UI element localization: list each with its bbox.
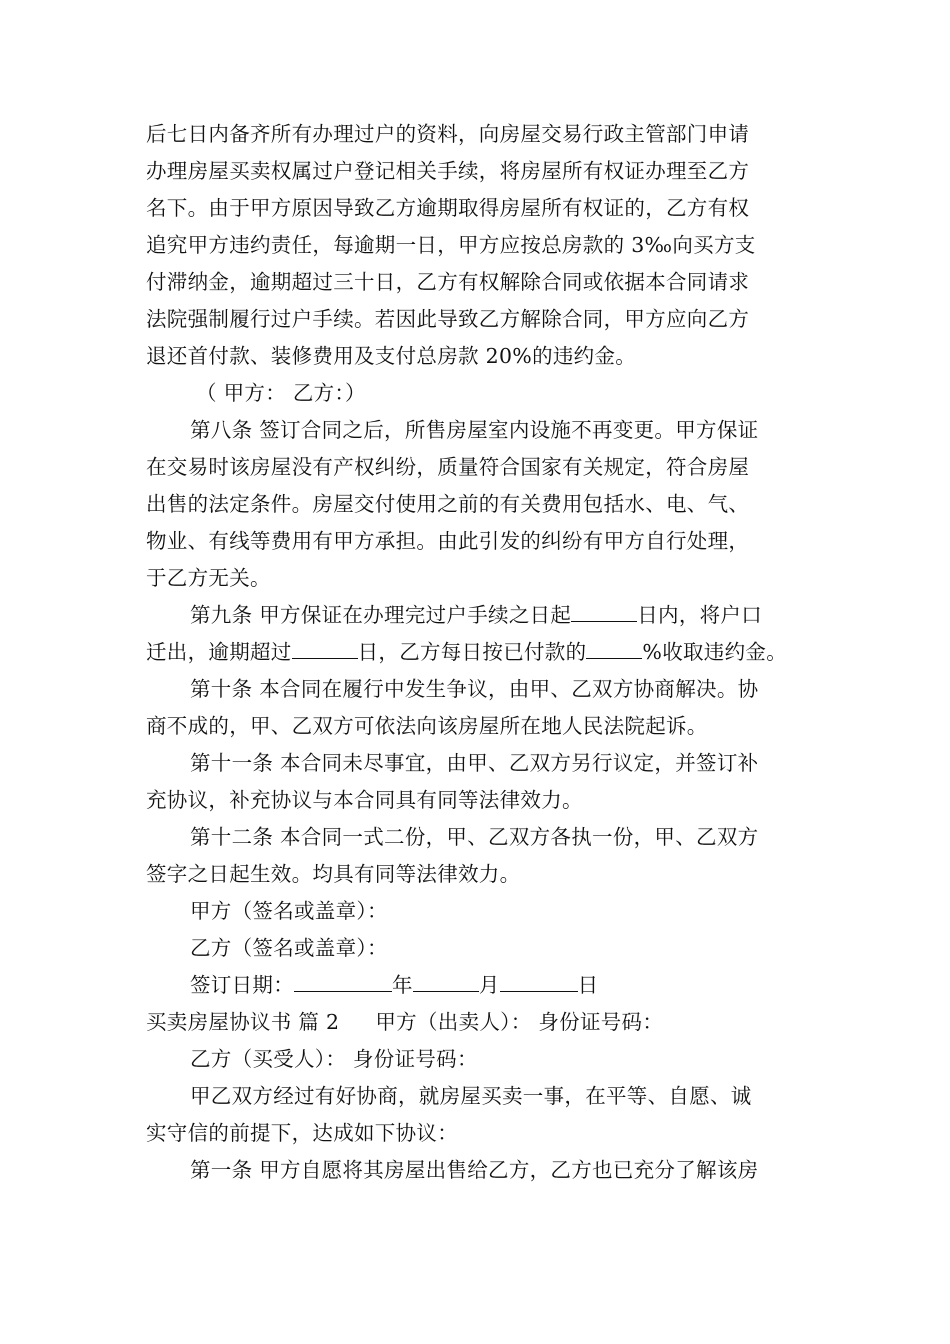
article-9-line	[146, 634, 806, 671]
section-2-title: 买卖房屋协议书 篇 2	[146, 1010, 340, 1034]
document-body	[146, 116, 806, 1189]
blank-month-field[interactable]	[413, 969, 479, 992]
article-1-line: 第一条 甲方自愿将其房屋出售给乙方，乙方也已充分了解该房	[190, 1158, 759, 1182]
paragraph-line: 甲乙双方经过有好协商，就房屋买卖一事，在平等、自愿、诚	[190, 1084, 752, 1108]
paragraph-line: 实守信的前提下，达成如下协议：	[146, 1121, 458, 1145]
paragraph-line: 追究甲方违约责任，每逾期一日，甲方应按总房款的 3‰向买方支	[146, 233, 756, 257]
paragraph-line: 法院强制履行过户手续。若因此导致乙方解除合同，甲方应向乙方	[146, 307, 750, 331]
article-9-text: 第九条 甲方保证在办理完过户手续之日起	[190, 603, 572, 627]
signing-date-label: 签订日期：	[190, 973, 294, 997]
article-10-line: 第十条 本合同在履行中发生争议，由甲、乙双方协商解决。协	[190, 677, 759, 701]
article-9-line	[146, 597, 806, 634]
party-b-signature: 乙方（签名或盖章）：	[190, 936, 388, 960]
paragraph-line: 后七日内备齐所有办理过户的资料，向房屋交易行政主管部门申请	[146, 122, 750, 146]
paragraph-line: 付滞纳金，逾期超过三十日，乙方有权解除合同或依据本合同请求	[146, 270, 750, 294]
paragraph-line: 名下。由于甲方原因导致乙方逾期取得房屋所有权证的，乙方有权	[146, 196, 750, 220]
paragraph-line: 于乙方无关。	[146, 566, 271, 590]
paragraph-line: 充协议，补充协议与本合同具有同等法律效力。	[146, 788, 583, 812]
article-9-text: 日，乙方每日按已付款的	[357, 640, 587, 664]
paragraph-line: 办理房屋买卖权属过户登记相关手续，将房屋所有权证办理至乙方	[146, 159, 750, 183]
buyer-line: 乙方（买受人）： 身份证号码：	[190, 1047, 478, 1071]
year-label: 年	[392, 973, 413, 997]
article-9-text: 迁出，逾期超过	[146, 640, 292, 664]
signing-date-line	[146, 967, 806, 1004]
blank-days-field[interactable]	[571, 599, 637, 622]
party-a-signature: 甲方（签名或盖章）：	[190, 899, 388, 923]
paragraph-line: 物业、有线等费用有甲方承担。由此引发的纠纷有甲方自行处理，	[146, 529, 750, 553]
paragraph-line: 退还首付款、装修费用及支付总房款 20%的违约金。	[146, 344, 637, 368]
blank-overdue-days-field[interactable]	[292, 636, 358, 659]
article-9-text: 日内，将户口	[637, 603, 763, 627]
article-9-text: %收取违约金。	[642, 640, 788, 664]
article-11-line: 第十一条 本合同未尽事宜，由甲、乙双方另行议定，并签订补	[190, 751, 759, 775]
day-label: 日	[577, 973, 599, 997]
paragraph-line: 商不成的，甲、乙双方可依法向该房屋所在地人民法院起诉。	[146, 714, 708, 738]
blank-percent-field[interactable]	[586, 636, 642, 659]
blank-day-field[interactable]	[500, 969, 578, 992]
article-12-line: 第十二条 本合同一式二份，甲、乙双方各执一份，甲、乙双方	[190, 825, 759, 849]
party-note: （ 甲方： 乙方：）	[196, 381, 366, 405]
section-2-title-line	[146, 1004, 806, 1041]
article-8-line: 第八条 签订合同之后，所售房屋室内设施不再变更。甲方保证	[190, 418, 759, 442]
seller-line: 甲方（出卖人）： 身份证号码：	[375, 1010, 664, 1034]
paragraph-line: 出售的法定条件。房屋交付使用之前的有关费用包括水、电、气、	[146, 492, 750, 516]
paragraph-line: 签字之日起生效。均具有同等法律效力。	[146, 862, 521, 886]
blank-year-field[interactable]	[294, 969, 392, 992]
month-label: 月	[478, 973, 500, 997]
paragraph-line: 在交易时该房屋没有产权纠纷，质量符合国家有关规定，符合房屋	[146, 455, 750, 479]
